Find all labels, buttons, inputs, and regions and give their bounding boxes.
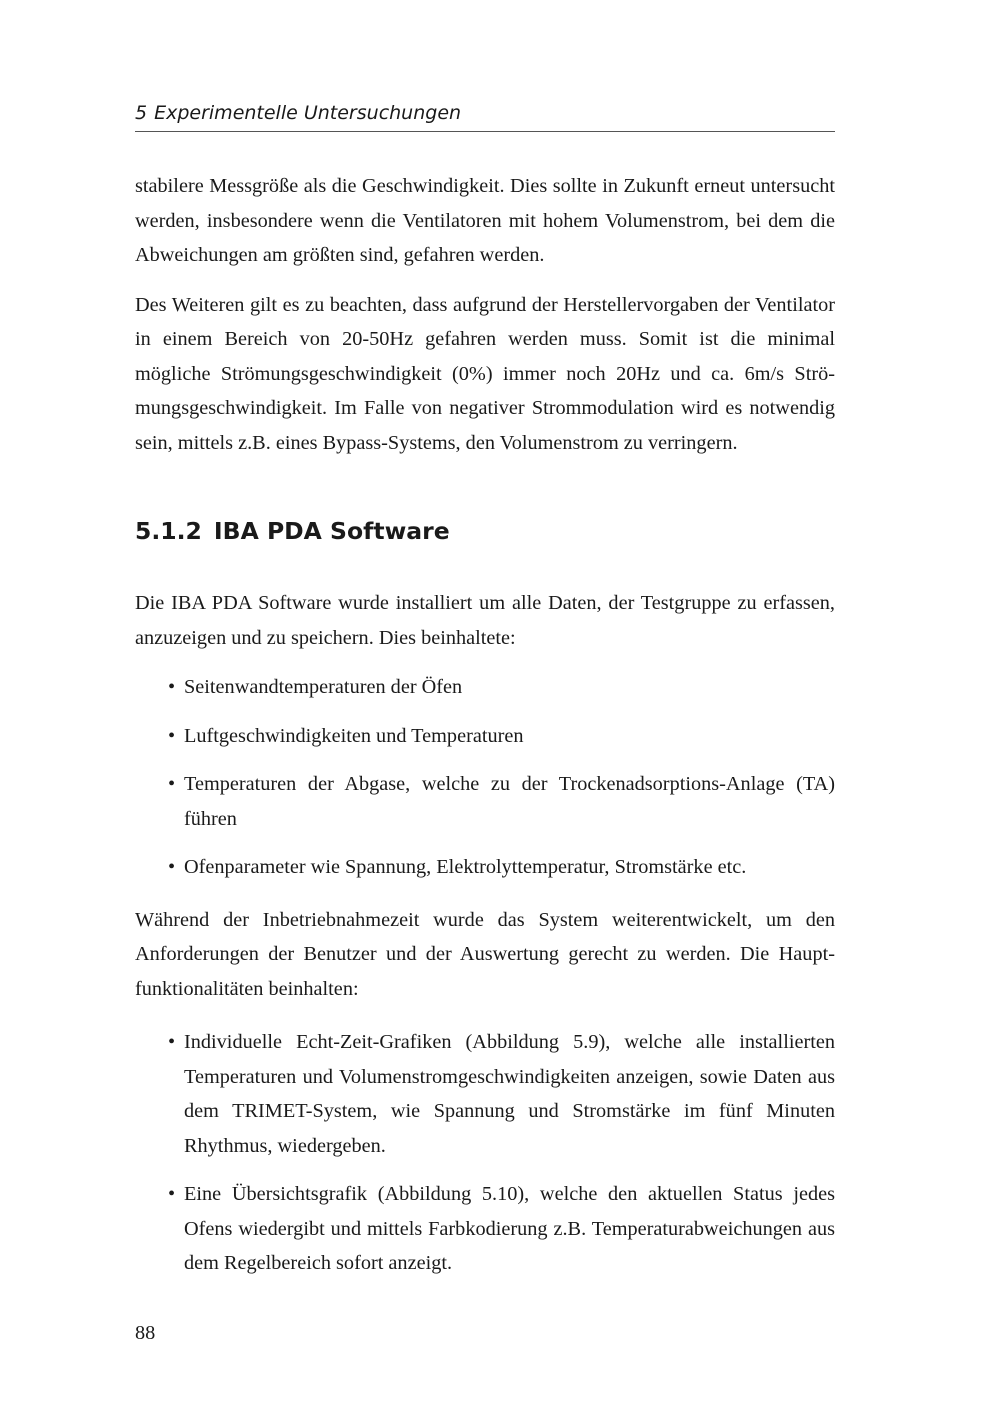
list-item	[135, 1177, 835, 1281]
list-item	[135, 719, 835, 754]
list-item-text: Individuelle Echt-Zeit-Grafiken (Abbildung 5.9), welche alle installierten Temperaturen und Volumenstromgeschwindigkeiten anzeigen, sowie Daten aus dem TRIMET-System, wie Spannung und Stromstärke im fünf Minuten Rhythmus, wiedergeben.	[184, 1031, 835, 1157]
bullet-icon: •	[168, 856, 176, 878]
list-item-text: Ofenparameter wie Spannung, Elektrolyttemperatur, Stromstärke etc.	[184, 856, 747, 878]
bullet-icon: •	[168, 1183, 176, 1205]
bullet-icon: •	[168, 773, 176, 795]
bullet-icon: •	[168, 1031, 176, 1053]
bullet-icon: •	[168, 724, 176, 747]
list-item	[135, 850, 835, 885]
chapter-number: 5	[135, 102, 148, 124]
list-item	[135, 767, 835, 836]
bullet-icon: •	[168, 676, 176, 698]
recorded-data-list	[135, 670, 835, 885]
paragraph-software-intro: Die IBA PDA Software wurde installiert um alle Daten, der Testgruppe zu erfassen, anzuzeigen und zu speichern. Dies beinhaltete:	[135, 592, 835, 649]
list-item	[135, 670, 835, 705]
list-item-text: Temperaturen der Abgase, welche zu der Trockenadsorptions-Anlage (TA) führen	[184, 773, 835, 830]
section-heading	[135, 514, 835, 548]
list-item-text: Eine Übersichtsgrafik (Abbildung 5.10), welche den aktuellen Status jedes Ofens wiedergibt und mittels Farbkodierung z.B. Temperaturabweichungen aus dem Regelbereich sofort anzeigt.	[184, 1183, 835, 1274]
list-item-text: Seitenwandtemperaturen der Öfen	[184, 676, 463, 698]
list-item	[135, 1025, 835, 1163]
chapter-title: Experimentelle Untersuchungen	[154, 102, 462, 124]
main-functions-list	[135, 1025, 835, 1281]
page-content	[135, 96, 835, 1295]
running-header	[135, 96, 835, 132]
section-title: IBA PDA Software	[213, 517, 450, 545]
section-number: 5.1.2	[135, 517, 202, 545]
page-number: 88	[135, 1322, 156, 1344]
paragraph-main-functions: Während der Inbetriebnahmezeit wurde das System weiterentwickelt, um den Anforderungen der Benutzer und der Auswertung gerecht zu werden. Die Hauptfunktionalitäten beinhalten:	[135, 908, 835, 1000]
paragraph-fan-frequency: Des Weiteren gilt es zu beachten, dass aufgrund der Herstellervorgaben der Ventilator in einem Bereich von 20-50Hz gefahren werden muss. Somit ist die minimal mögliche Strömungsgeschwindigkeit (0%) immer noch 20Hz und ca. 6m/s Strömungsgeschwindigkeit. Im Falle von negativer Strommodulation wird es notwendig sein, mittels z.B. eines Bypass-Systems, den Volumenstrom zu verringern.	[135, 293, 835, 454]
list-item-text: Luftgeschwindigkeiten und Temperaturen	[184, 724, 524, 747]
paragraph-continuation: stabilere Messgröße als die Geschwindigkeit. Dies sollte in Zukunft erneut untersucht werden, insbesondere wenn die Ventilatoren mit hohem Volumenstrom, bei dem die Abweichungen am größten sind, gefahren werden.	[135, 175, 835, 266]
